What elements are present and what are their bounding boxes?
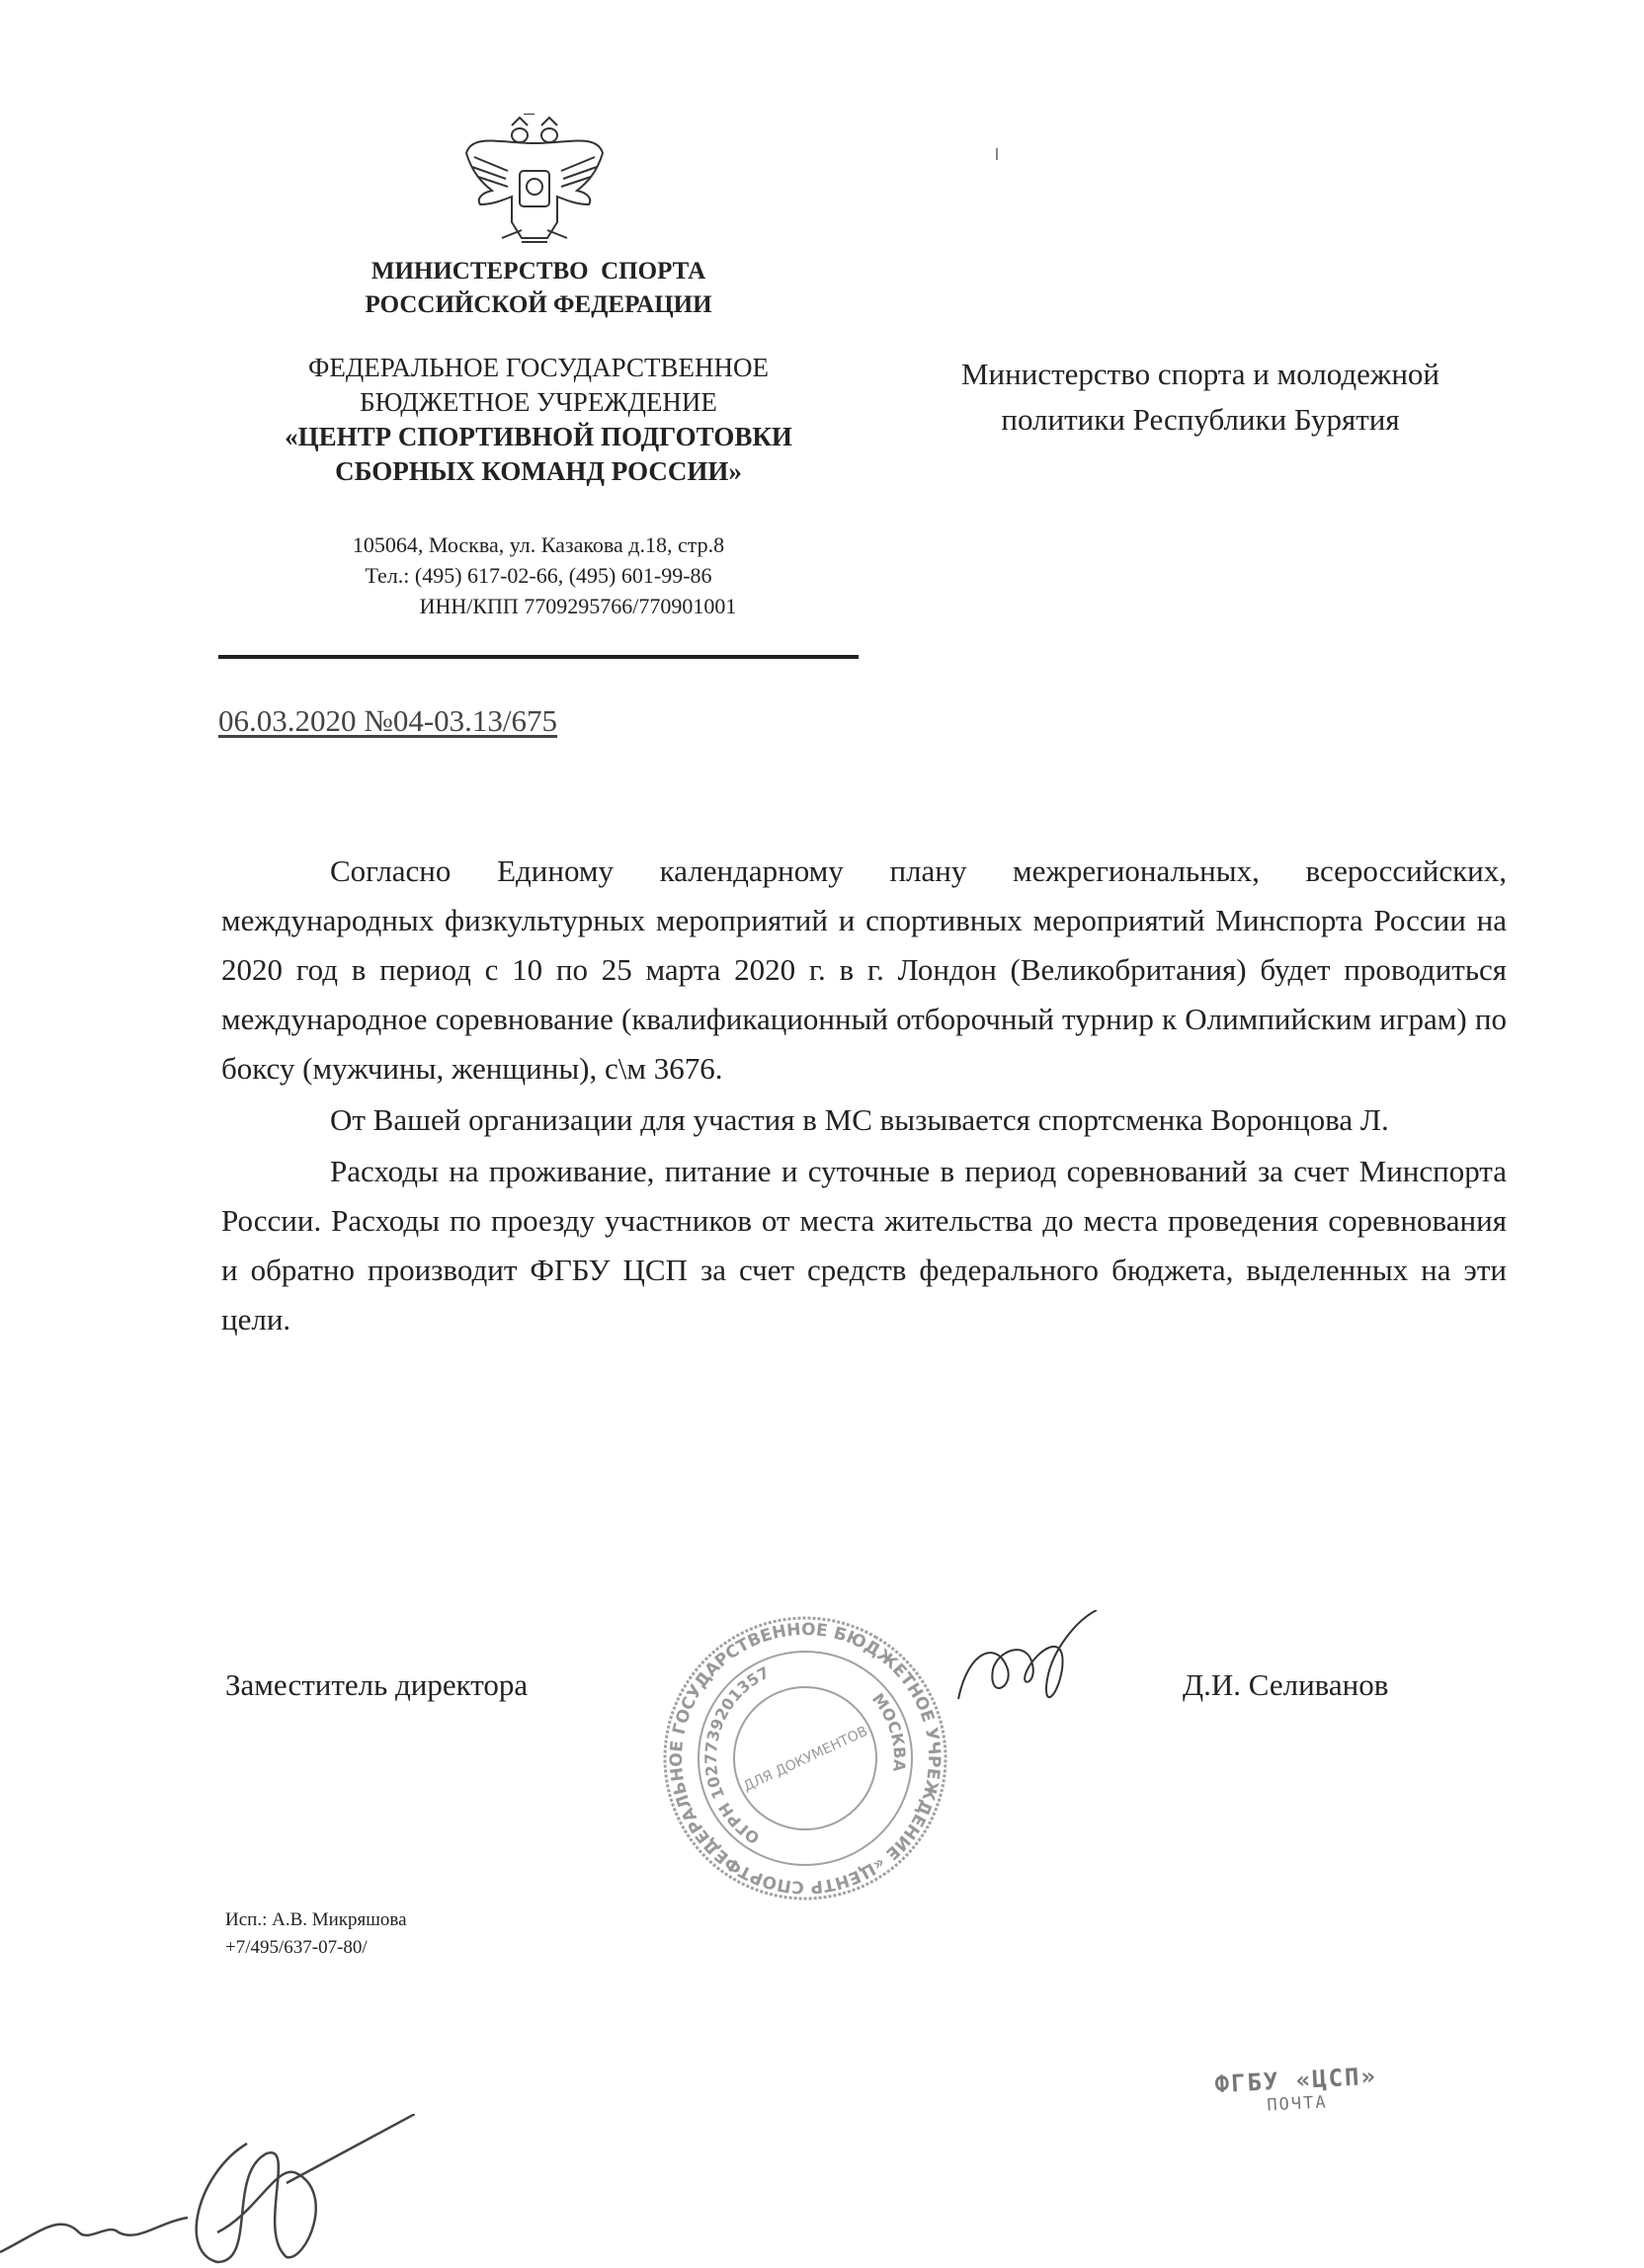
body-paragraph: Согласно Единому календарному плану межрегиональных, всероссийских, международных физкультурных мероприятий и спортивных мероприятий Минспорта России на 2020 год в период с 10 по 25 марта 2020 г. в г. Лондон (Великобритания) будет проводиться международное соревнование (квалификационный отборочный турнир к Олимпийским играм) по боксу (мужчины, женщины), с\м 3676. xyxy=(221,853,1507,1086)
org-line-2: БЮДЖЕТНОЕ УЧРЕЖДЕНИЕ xyxy=(360,387,717,417)
org-line-1: ФЕДЕРАЛЬНОЕ ГОСУДАРСТВЕННОЕ xyxy=(308,353,769,382)
seal-ogrn: ОГРН 1027739201357 xyxy=(700,1662,773,1848)
letter-body xyxy=(221,847,1507,1346)
scan-mark xyxy=(996,148,998,160)
recipient xyxy=(879,352,1521,443)
body-paragraph: От Вашей организации для участия в МС вызывается спортсменка Воронцова Л. xyxy=(330,1102,1389,1137)
executor-phone: +7/495/637-07-80/ xyxy=(225,1937,368,1958)
recipient-line-1: Министерство спорта и молодежной xyxy=(960,357,1439,391)
ministry-line-2: РОССИЙСКОЙ ФЕДЕРАЦИИ xyxy=(365,291,712,318)
organization-title xyxy=(227,351,850,489)
seal-city: МОСКВА xyxy=(867,1689,910,1773)
org-name-line-2: СБОРНЫХ КОМАНД РОССИИ» xyxy=(335,456,742,486)
signer-position: Заместитель директора xyxy=(225,1667,529,1702)
org-name-line-1: «ЦЕНТР СПОРТИВНОЙ ПОДГОТОВКИ xyxy=(285,422,792,451)
ministry-line-1: МИНИСТЕРСТВО СПОРТА xyxy=(370,258,706,284)
header-divider xyxy=(218,655,859,659)
coat-of-arms-emblem xyxy=(462,114,607,250)
registration-number: 06.03.2020 №04-03.13/675 xyxy=(218,703,558,738)
phone: Тел.: (495) 617-02-66, (495) 601-99-86 xyxy=(365,563,712,588)
executor-name: Исп.: А.В. Микряшова xyxy=(225,1909,407,1930)
inn-kpp: ИНН/КПП 7709295766/770901001 xyxy=(419,594,737,618)
executor-info xyxy=(225,1906,407,1962)
recipient-line-2: политики Республики Бурятия xyxy=(1001,402,1400,437)
post-stamp-title: ФГБУ «ЦСП» xyxy=(1213,2062,1378,2099)
director-signature xyxy=(948,1610,1107,1729)
official-seal xyxy=(657,1610,953,1906)
organization-contacts xyxy=(257,529,820,621)
ministry-title xyxy=(296,255,781,322)
handwritten-signature xyxy=(0,2114,415,2268)
post-stamp xyxy=(1214,2063,1379,2119)
seal-center-text: ДЛЯ ДОКУМЕНТОВ xyxy=(741,1723,870,1796)
signer-name: Д.И. Селиванов xyxy=(1183,1667,1389,1702)
body-paragraph: Расходы на проживание, питание и суточные в период соревнований за счет Минспорта России. Расходы по проезду участников от места жительства до места проведения соревнования и обратно производит ФГБУ ЦСП за счет средств федерального бюджета, выделенных на эти цели. xyxy=(221,1154,1507,1336)
post-stamp-subtitle: ПОЧТА xyxy=(1266,2092,1329,2116)
address: 105064, Москва, ул. Казакова д.18, стр.8 xyxy=(352,532,725,557)
seal-outer-text: ФЕДЕРАЛЬНОЕ ГОСУДАРСТВЕННОЕ БЮДЖЕТНОЕ УЧРЕЖДЕНИЕ «ЦЕНТР СПОРТИВНОЙ xyxy=(666,1619,945,1898)
